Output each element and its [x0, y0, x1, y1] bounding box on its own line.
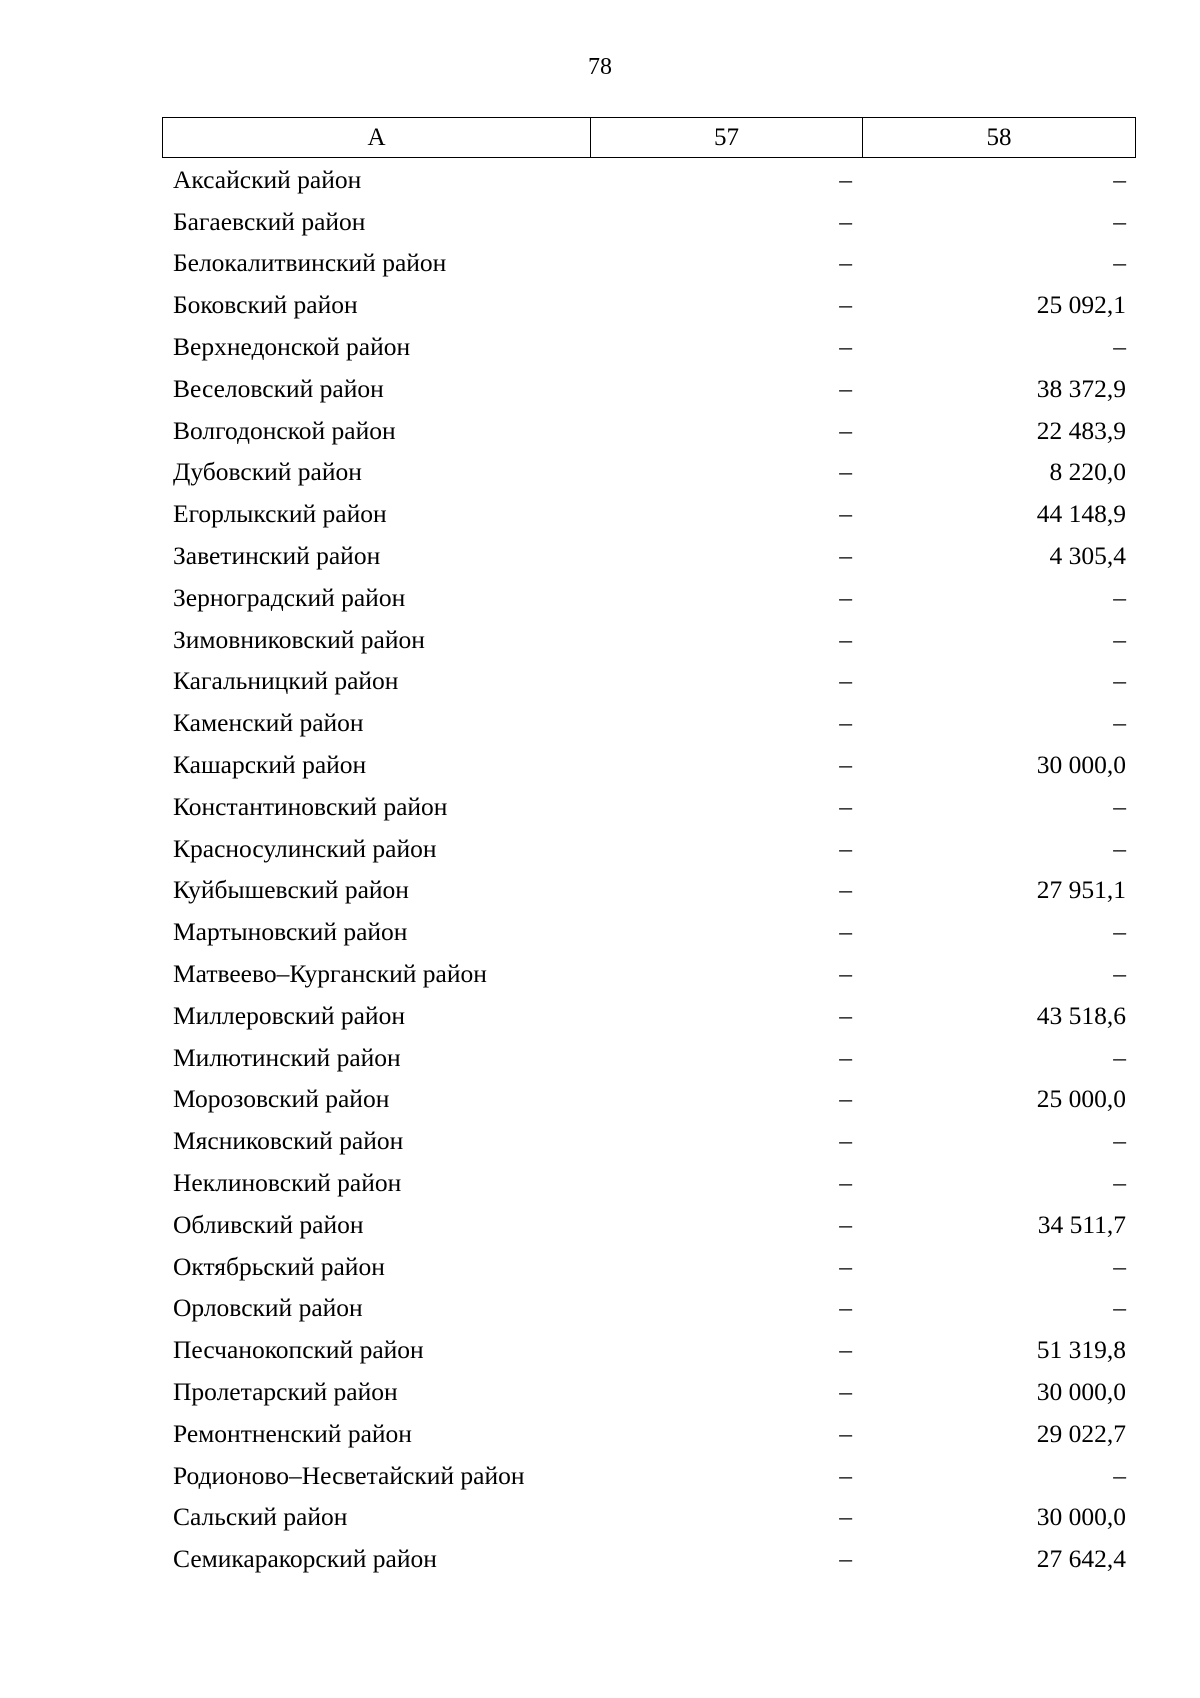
district-name-cell: Кагальницкий район: [173, 666, 399, 696]
value-cell-58: 38 372,9: [1036, 373, 1126, 403]
table-row: [162, 619, 1136, 661]
district-name-cell: Веселовский район: [173, 373, 384, 403]
table-row: [162, 744, 1136, 786]
value-cell-58: 4 305,4: [1049, 541, 1126, 571]
table-row: [162, 1455, 1136, 1497]
district-name-cell: Багаевский район: [173, 206, 366, 236]
value-cell-57: –: [839, 708, 852, 738]
table-row: [162, 995, 1136, 1037]
value-cell-58: –: [1113, 332, 1126, 362]
value-cell-57: –: [839, 750, 852, 780]
table-row: [162, 1497, 1136, 1539]
table-row: [162, 1120, 1136, 1162]
value-cell-57: –: [839, 290, 852, 320]
value-cell-57: –: [839, 164, 852, 194]
table-body: [162, 159, 1136, 1580]
value-cell-57: –: [839, 206, 852, 236]
district-name-cell: Зимовниковский район: [173, 624, 425, 654]
table-row: [162, 1037, 1136, 1079]
value-cell-58: –: [1113, 917, 1126, 947]
value-cell-58: 30 000,0: [1036, 1502, 1126, 1532]
value-cell-58: 34 511,7: [1037, 1209, 1126, 1239]
table-row: [162, 661, 1136, 703]
value-cell-58: –: [1113, 1251, 1126, 1281]
value-cell-57: –: [839, 833, 852, 863]
value-cell-57: –: [839, 499, 852, 529]
table-row: [162, 577, 1136, 619]
value-cell-57: –: [839, 917, 852, 947]
value-cell-58: –: [1113, 791, 1126, 821]
page-number: 78: [588, 54, 612, 80]
value-cell-58: 44 148,9: [1036, 499, 1126, 529]
value-cell-58: –: [1113, 833, 1126, 863]
value-cell-57: –: [839, 791, 852, 821]
value-cell-58: 8 220,0: [1049, 457, 1126, 487]
value-cell-57: –: [839, 1544, 852, 1574]
value-cell-58: 29 022,7: [1036, 1418, 1126, 1448]
value-cell-58: –: [1113, 1168, 1126, 1198]
value-cell-58: –: [1113, 959, 1126, 989]
table-row: [162, 911, 1136, 953]
table-row: [162, 1371, 1136, 1413]
table-row: [162, 1204, 1136, 1246]
table-row: [162, 535, 1136, 577]
value-cell-58: –: [1113, 582, 1126, 612]
value-cell-58: 25 092,1: [1036, 290, 1126, 320]
district-name-cell: Константиновский район: [173, 791, 448, 821]
header-cell-57: 57: [591, 118, 863, 157]
value-cell-58: 25 000,0: [1036, 1084, 1126, 1114]
table-row: [162, 368, 1136, 410]
value-cell-58: 30 000,0: [1036, 1377, 1126, 1406]
value-cell-57: –: [839, 582, 852, 612]
district-name-cell: Миллеровский район: [173, 1000, 405, 1030]
value-cell-58: –: [1113, 1460, 1126, 1490]
district-name-cell: Белокалитвинский район: [173, 248, 447, 278]
value-cell-57: –: [839, 1418, 852, 1448]
district-name-cell: Волгодонской район: [173, 415, 396, 445]
district-name-cell: Егорлыкский район: [173, 499, 387, 529]
district-name-cell: Куйбышевский район: [173, 875, 409, 905]
value-cell-57: –: [839, 332, 852, 362]
district-name-cell: Зерноградский район: [173, 582, 406, 612]
table-row: [162, 1246, 1136, 1288]
value-cell-57: –: [839, 1377, 852, 1406]
table-row: [162, 702, 1136, 744]
district-name-cell: Заветинский район: [173, 541, 381, 571]
district-name-cell: Пролетарский район: [173, 1377, 398, 1406]
value-cell-57: –: [839, 373, 852, 403]
value-cell-58: 43 518,6: [1036, 1000, 1126, 1030]
value-cell-58: –: [1113, 248, 1126, 278]
district-name-cell: Обливский район: [173, 1209, 364, 1239]
value-cell-57: –: [839, 1168, 852, 1198]
value-cell-58: –: [1113, 164, 1126, 194]
table-row: [162, 1413, 1136, 1455]
table-row: [162, 326, 1136, 368]
district-name-cell: Песчанокопский район: [173, 1335, 424, 1365]
data-table: [162, 117, 1136, 1580]
table-row: [162, 284, 1136, 326]
value-cell-57: –: [839, 415, 852, 445]
district-name-cell: Кашарский район: [173, 750, 367, 780]
district-name-cell: Аксайский район: [173, 164, 362, 194]
header-cell-58: 58: [986, 123, 1012, 151]
value-cell-57: –: [839, 1126, 852, 1156]
value-cell-58: –: [1113, 1293, 1126, 1323]
value-cell-57: –: [839, 1460, 852, 1490]
table-row: [162, 828, 1136, 870]
district-name-cell: Ремонтненский район: [173, 1418, 412, 1448]
value-cell-58: 22 483,9: [1036, 415, 1126, 445]
value-cell-57: –: [839, 624, 852, 654]
value-cell-58: 27 951,1: [1036, 875, 1126, 905]
table-row: [162, 493, 1136, 535]
value-cell-58: 27 642,4: [1036, 1544, 1126, 1574]
value-cell-58: 30 000,0: [1036, 750, 1126, 780]
value-cell-57: –: [839, 457, 852, 487]
district-name-cell: Милютинский район: [173, 1042, 401, 1072]
value-cell-58: –: [1113, 666, 1126, 696]
value-cell-57: –: [839, 1000, 852, 1030]
value-cell-57: –: [839, 541, 852, 571]
district-name-cell: Каменский район: [173, 708, 364, 738]
value-cell-57: –: [839, 248, 852, 278]
value-cell-58: –: [1113, 1042, 1126, 1072]
table-row: [162, 870, 1136, 912]
value-cell-57: –: [839, 1209, 852, 1239]
table-row: [162, 410, 1136, 452]
value-cell-58: –: [1113, 206, 1126, 236]
table-header-row: [162, 117, 1136, 158]
district-name-cell: Боковский район: [173, 290, 358, 320]
value-cell-57: –: [839, 1335, 852, 1365]
district-name-cell: Мясниковский район: [173, 1126, 404, 1156]
table-row: [162, 786, 1136, 828]
district-name-cell: Семикаракорский район: [173, 1544, 437, 1574]
table-row: [162, 1162, 1136, 1204]
value-cell-57: –: [839, 875, 852, 905]
district-name-cell: Родионово–Несветайский район: [173, 1460, 525, 1490]
value-cell-57: –: [839, 1293, 852, 1323]
value-cell-58: –: [1113, 624, 1126, 654]
district-name-cell: Морозовский район: [173, 1084, 390, 1114]
table-row: [162, 201, 1136, 243]
table-row: [162, 1288, 1136, 1330]
district-name-cell: Орловский район: [173, 1293, 363, 1323]
district-name-cell: Верхнедонской район: [173, 332, 411, 362]
value-cell-57: –: [839, 1502, 852, 1532]
table-row: [162, 159, 1136, 201]
district-name-cell: Неклиновский район: [173, 1168, 402, 1198]
value-cell-57: –: [839, 1042, 852, 1072]
header-cell-a: А: [163, 118, 591, 157]
table-row: [162, 243, 1136, 285]
value-cell-58: 51 319,8: [1036, 1335, 1126, 1365]
district-name-cell: Сальский район: [173, 1502, 348, 1532]
value-cell-57: –: [839, 1251, 852, 1281]
value-cell-57: –: [839, 1084, 852, 1114]
value-cell-57: –: [839, 666, 852, 696]
value-cell-58: –: [1113, 708, 1126, 738]
district-name-cell: Мартыновский район: [173, 917, 408, 947]
table-row: [162, 452, 1136, 494]
value-cell-58: –: [1113, 1126, 1126, 1156]
table-row: [162, 1329, 1136, 1371]
district-name-cell: Октябрьский район: [173, 1251, 385, 1281]
district-name-cell: Матвеево–Курганский район: [173, 959, 487, 989]
table-row: [162, 1538, 1136, 1580]
table-row: [162, 953, 1136, 995]
value-cell-57: –: [839, 959, 852, 989]
table-row: [162, 1079, 1136, 1121]
district-name-cell: Красносулинский район: [173, 833, 437, 863]
district-name-cell: Дубовский район: [173, 457, 362, 487]
